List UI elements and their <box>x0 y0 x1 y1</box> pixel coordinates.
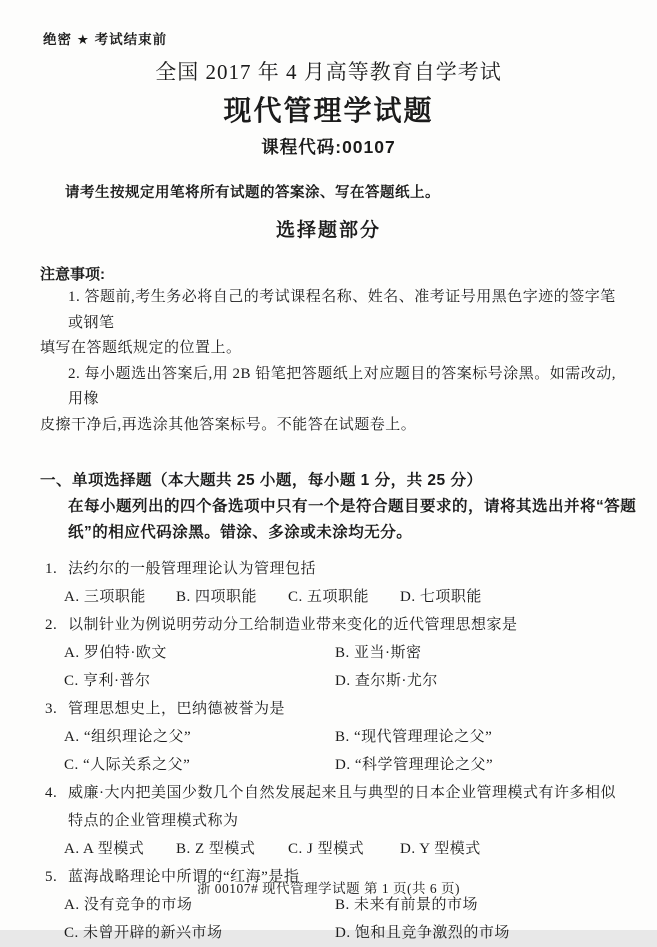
question-2 <box>45 611 657 695</box>
option-d: D. 七项职能 <box>400 589 482 605</box>
part-one-description-line-2: 纸”的相应代码涂黑。错涂、多涂或未涂均无分。 <box>68 524 413 541</box>
option-b: B. 亚当·斯密 <box>335 645 422 661</box>
question-5 <box>45 863 657 947</box>
part-one-heading-text: 单项选择题（本大题共 25 小题，每小题 1 分，共 25 分） <box>72 472 483 489</box>
question-text: 法约尔的一般管理理论认为管理包括 <box>68 561 317 577</box>
part-one-description-line-1: 在每小题列出的四个备选项中只有一个是符合题目要求的，请将其选出并将“答题 <box>68 498 637 515</box>
option-c: C. 未曾开辟的新兴市场 <box>64 925 223 941</box>
question-4-options <box>64 835 657 863</box>
option-a: A. 罗伯特·欧文 <box>64 645 167 661</box>
section-title: 选择题部分 <box>275 220 381 241</box>
option-a: A. 三项职能 <box>64 589 146 605</box>
option-b: B. 未来有前景的市场 <box>335 897 479 913</box>
question-text: 蓝海战略理论中所谓的“红海”是指 <box>68 869 300 885</box>
exam-title: 全国 2017 年 4 月高等教育自学考试 <box>155 60 502 84</box>
question-text: 管理思想史上，巴纳德被誉为是 <box>68 701 286 717</box>
option-a: A. “组织理论之父” <box>64 729 192 745</box>
option-d: D. 查尔斯·尤尔 <box>335 673 438 689</box>
note-item-1-line-1: 1. 答题前,考生务必将自己的考试课程名称、姓名、准考证号用黑色字迹的签字笔或钢笔 <box>68 289 616 331</box>
question-1 <box>45 555 657 611</box>
classification-banner: 绝密 ★ 考试结束前 <box>43 32 168 47</box>
option-b: B. “现代管理理论之父” <box>335 729 493 745</box>
question-4-stem-line-2: 特点的企业管理模式称为 <box>68 813 239 829</box>
note-item-2-line-2: 皮擦干净后,再选涂其他答案标号。不能答在试题卷上。 <box>40 416 417 433</box>
question-4 <box>45 779 657 863</box>
option-a: A. A 型模式 <box>64 841 145 857</box>
option-d: D. Y 型模式 <box>400 841 481 857</box>
question-number: 3. <box>45 701 58 717</box>
question-2-stem <box>45 611 657 639</box>
paper-title: 现代管理学试题 <box>223 95 434 126</box>
notes-heading: 注意事项: <box>40 266 105 283</box>
option-c: C. 五项职能 <box>288 589 370 605</box>
question-number: 5. <box>45 869 58 885</box>
question-text: 以制针业为例说明劳动分工给制造业带来变化的近代管理思想家是 <box>68 617 518 633</box>
question-3-options <box>64 723 657 779</box>
question-3 <box>45 695 657 779</box>
course-code: 课程代码:00107 <box>261 137 396 157</box>
question-number: 2. <box>45 617 58 633</box>
option-d: D. “科学管理理论之父” <box>335 757 494 773</box>
question-number: 1. <box>45 561 58 577</box>
part-one-marker: 一、 <box>40 472 73 489</box>
option-a: A. 没有竞争的市场 <box>64 897 193 913</box>
option-b: B. Z 型模式 <box>176 841 256 857</box>
question-number: 4. <box>45 785 58 801</box>
question-4-stem <box>45 779 657 807</box>
option-c: C. J 型模式 <box>288 841 365 857</box>
option-b: B. 四项职能 <box>176 589 258 605</box>
question-1-stem <box>45 555 657 583</box>
page-footer: 浙 00107# 现代管理学试题 第 1 页(共 6 页) <box>196 881 461 896</box>
option-c: C. 亨利·普尔 <box>64 673 151 689</box>
option-c: C. “人际关系之父” <box>64 757 191 773</box>
question-5-options <box>64 891 657 947</box>
option-d: D. 饱和且竞争激烈的市场 <box>335 925 510 941</box>
note-item-2-line-1: 2. 每小题选出答案后,用 2B 铅笔把答题纸上对应题目的答案标号涂黑。如需改动,用橡 <box>68 365 617 407</box>
note-item-1-line-2: 填写在答题纸规定的位置上。 <box>40 340 242 356</box>
question-1-options <box>64 583 657 611</box>
question-text: 威廉·大内把美国少数几个自然发展起来且与典型的日本企业管理模式有许多相似 <box>68 785 616 801</box>
part-one-heading <box>40 468 657 494</box>
question-3-stem <box>45 695 657 723</box>
answer-instruction: 请考生按规定用笔将所有试题的答案涂、写在答题纸上。 <box>65 185 440 201</box>
question-2-options <box>64 639 657 695</box>
